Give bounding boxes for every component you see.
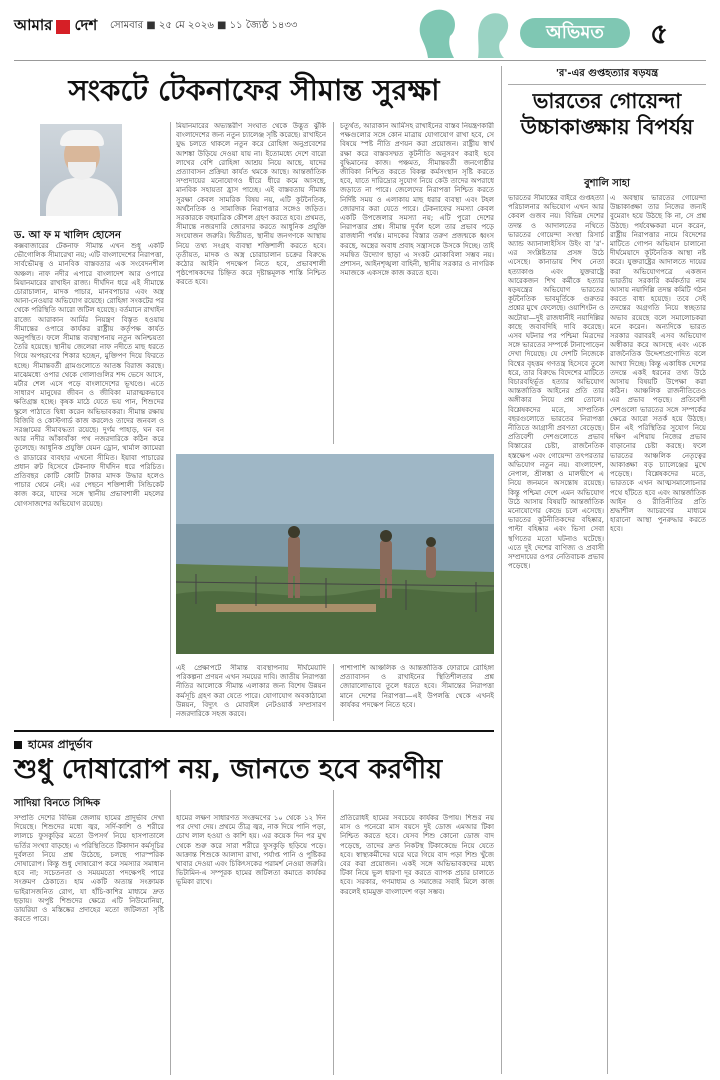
article-divider	[501, 66, 502, 1074]
author-byline: সাদিয়া বিনতে সিদ্দিক	[14, 798, 101, 809]
article-column-3	[340, 814, 494, 1075]
masthead-rule	[14, 60, 706, 61]
paragraph: চতুর্থত, আরাকান আর্মিসহ রাখাইনের বাস্তব নিয়ন্ত্রণকারী পক্ষগুলোর সঙ্গে কোন মাত্রায় যোগাযোগ রাখা হবে, সে বিষয়ে স্পষ্ট নীতি প্রণয়ন করা প্রয়োজন। রাষ্ট্রীয় স্বার্থ রক্ষা করে বাস্তবসম্মত কূটনীতি অনুসরণ করাই হবে বুদ্ধিমানের কাজ। পঞ্চমত, সীমান্তবর্তী জনগোষ্ঠীর জীবিকা নিশ্চিত করতে বিকল্প কর্মসংস্থান সৃষ্টি করতে হবে, যাতে দারিদ্র্যের সুযোগ নিয়ে কেউ তাদের অপরাধে জড়াতে না পারে। জেলেদের নিরাপত্তা নিশ্চিত করতে নির্দিষ্ট সময় ও এলাকায় মাছ ধরার ব্যবস্থা এবং টহল জোরদার করা যেতে পারে। টেকনাফের সমস্যা কেবল একটি উপজেলার সমস্যা নয়; এটি পুরো দেশের নিরাপত্তার প্রশ্ন। সীমান্ত দুর্বল হলে তার প্রভাব পড়ে রাজধানী পর্যন্ত। মাদকের বিস্তার তরুণ প্রজন্মকে ধ্বংস করছে, অস্ত্রের অবাধ প্রবাহ সন্ত্রাসকে উসকে দিচ্ছে। তাই সমন্বিত উদ্যোগ ছাড়া এ সংকট মোকাবিলা সম্ভব নয়। প্রশাসন, আইনশৃঙ্খলা বাহিনী, স্থানীয় সরকার ও নাগরিক সমাজকে একসঙ্গে কাজ করতে হবে।	[340, 122, 494, 278]
article-column-2b	[176, 664, 326, 721]
article-column-3	[340, 122, 494, 444]
section-banner[interactable]	[520, 18, 630, 48]
author-photo	[40, 124, 122, 216]
author-byline: বুশালি সাহা	[584, 178, 630, 189]
author-byline: ড. আ ফ ম খালিদ হোসেন	[14, 230, 121, 241]
article-kicker: 'র'-এর গুপ্তহত্যার ষড়যন্ত্র	[555, 68, 659, 79]
paragraph: সম্প্রতি দেশের বিভিন্ন জেলায় হামের প্রাদুর্ভাব দেখা দিয়েছে। শিশুদের মধ্যে জ্বর, সর্দি-কাশি ও শরীরে লালচে ফুসকুড়ির মতো উপসর্গ নিয়ে হাসপাতালে ভর্তির সংখ্যা বাড়ছে। এ পরিস্থিতিতে টিকাদান কর্মসূচির দুর্বলতা নিয়ে প্রশ্ন উঠেছে, চলছে পারস্পরিক দোষারোপ। কিন্তু শুধু দোষারোপ করে সমস্যার সমাধান হবে না; সচেতনতা ও সময়মতো পদক্ষেপই পারে সংক্রমণ ঠেকাতে। হাম একটি অত্যন্ত সংক্রামক ভাইরাসজনিত রোগ, যা হাঁচি-কাশির মাধ্যমে দ্রুত ছড়ায়। অপুষ্ট শিশুদের ক্ষেত্রে এটি নিউমোনিয়া, ডায়রিয়া ও মস্তিষ্কের প্রদাহের মতো জটিলতা সৃষ্টি করতে পারে।	[14, 814, 164, 924]
article-column-1	[14, 814, 164, 1075]
paragraph: মিয়ানমারের অভ্যন্তরীণ সংঘাত থেকে উদ্ভূত ঝুঁকি বাংলাদেশের জন্য নতুন চ্যালেঞ্জ সৃষ্টি করেছে। রাখাইনে যুদ্ধ চলতে থাকলে নতুন করে রোহিঙ্গা অনুপ্রবেশের আশঙ্কা উড়িয়ে দেওয়া যায় না। ইতোমধ্যে দেশে বারো লাখের বেশি রোহিঙ্গা আশ্রয় নিয়ে আছে, যাদের প্রত্যাবাসন প্রক্রিয়া কার্যত থমকে আছে। আন্তর্জাতিক সম্প্রদায়ের মনোযোগও ধীরে ধীরে কমে আসছে, মানবিক সহায়তা হ্রাস পাচ্ছে। এই বাস্তবতায় সীমান্ত সুরক্ষা কেবল সামরিক বিষয় নয়, এটি কূটনৈতিক, অর্থনৈতিক ও সামাজিক নিরাপত্তার সঙ্গেও জড়িত। সরকারকে বহুমাত্রিক কৌশল গ্রহণ করতে হবে। প্রথমত, সীমান্তে নজরদারি জোরদার করতে আধুনিক প্রযুক্তি সংযোজন জরুরি। দ্বিতীয়ত, স্থানীয় জনগণকে আস্থায় নিয়ে তথ্য সংগ্রহ ব্যবস্থা শক্তিশালী করতে হবে। তৃতীয়ত, মাদক ও অস্ত্র চোরাচালান চক্রের বিরুদ্ধে কঠোর আইনি পদক্ষেপ নিতে হবে, প্রভাবশালী পৃষ্ঠপোষকদের চিহ্নিত করে দৃষ্টান্তমূলক শাস্তি নিশ্চিত করতে হবে।	[176, 122, 326, 287]
dateline: সোমবার ■ ২৫ মে ২০২৬ ■ ১১ জ্যৈষ্ঠ ১৪৩৩	[110, 20, 298, 31]
article-column-1	[508, 194, 604, 1074]
kicker-text: হামের প্রাদুর্ভাব	[28, 738, 93, 751]
paragraph: এ অবস্থায় ভারতের গোয়েন্দা উচ্চাকাঙ্ক্ষা তার নিজের জন্যই বুমেরাং হয়ে উঠছে কি না, সে প্রশ্ন উঠছে। পর্যবেক্ষকরা মনে করেন, রাষ্ট্রীয় নিরাপত্তার নামে বিদেশের মাটিতে গোপন অভিযান চালানো দীর্ঘমেয়াদে কূটনৈতিক আস্থা নষ্ট করে। যুক্তরাষ্ট্রের আদালতে দায়ের করা অভিযোগপত্রে একজন ভারতীয় সরকারি কর্মকর্তার নাম আসায় নয়াদিল্লি তদন্ত কমিটি গঠন করতে বাধ্য হয়েছে। তবে সেই তদন্তের অগ্রগতি নিয়ে স্বচ্ছতার অভাব রয়েছে বলে সমালোচকরা মনে করেন। অন্যদিকে ভারত সরকার বরাবরই এসব অভিযোগ অস্বীকার করে আসছে এবং একে রাজনৈতিক উদ্দেশ্যপ্রণোদিত বলে আখ্যা দিচ্ছে। কিন্তু একাধিক দেশের তদন্তে একই ধরনের তথ্য উঠে আসায় বিষয়টি উপেক্ষা করা কঠিন। আঞ্চলিক রাজনীতিতেও এর প্রভাব পড়ছে। প্রতিবেশী দেশগুলো ভারতের সঙ্গে সম্পর্কের ক্ষেত্রে আরো সতর্ক হয়ে উঠছে। চীন এই পরিস্থিতির সুযোগ নিয়ে দক্ষিণ এশিয়ায় নিজের প্রভাব বাড়ানোর চেষ্টা করছে। ফলে ভারতের আঞ্চলিক নেতৃত্বের আকাঙ্ক্ষা বড় চ্যালেঞ্জের মুখে পড়েছে। বিশ্লেষকদের মতে, ভারতকে এখন আত্মসমালোচনার পথে হাঁটতে হবে এবং আন্তর্জাতিক আইন ও রীতিনীতির প্রতি শ্রদ্ধাশীল আচরণের মাধ্যমে হারানো আস্থা পুনরুদ্ধার করতে হবে।	[610, 194, 706, 534]
column-divider	[333, 790, 334, 1075]
logo-text-left: আমার	[14, 16, 53, 34]
paragraph: হামের লক্ষণ সাধারণত সংক্রমণের ১০ থেকে ১২ দিন পর দেখা দেয়। প্রথমে তীব্র জ্বর, নাক দিয়ে পানি পড়া, চোখ লাল হওয়া ও কাশি হয়। এর কয়েক দিন পর মুখ থেকে শুরু করে সারা শরীরে ফুসকুড়ি ছড়িয়ে পড়ে। আক্রান্ত শিশুকে আলাদা রাখা, পর্যাপ্ত পানি ও পুষ্টিকর খাবার দেওয়া এবং চিকিৎসকের পরামর্শ নেওয়া জরুরি। ভিটামিন-এ সম্পূরক হামের জটিলতা কমাতে কার্যকর ভূমিকা রাখে।	[176, 814, 326, 887]
paragraph: প্রতিরোধই হামের সবচেয়ে কার্যকর উপায়। শিশুর নয় মাস ও পনেরো মাস বয়সে দুই ডোজ এমআর টিকা নিশ্চিত করতে হবে। যেসব শিশু কোনো ডোজ বাদ পড়েছে, তাদের দ্রুত নিকটস্থ টিকাকেন্দ্রে নিয়ে যেতে হবে। স্বাস্থ্যকর্মীদের ঘরে ঘরে গিয়ে বাদ পড়া শিশু খুঁজে বের করা প্রয়োজন। একই সঙ্গে অভিভাবকদের মধ্যে টিকা নিয়ে ভুল ধারণা দূর করতে ব্যাপক প্রচার চালাতে হবে। সরকার, গণমাধ্যম ও সমাজের সবাই মিলে কাজ করলেই হামমুক্ত বাংলাদেশ গড়া সম্ভব।	[340, 814, 494, 896]
newspaper-logo[interactable]	[14, 14, 97, 39]
column-divider	[607, 194, 608, 1074]
column-divider	[333, 664, 334, 721]
page-number: ৫	[650, 17, 669, 50]
paragraph: এই প্রেক্ষাপটে সীমান্ত ব্যবস্থাপনায় দীর্ঘমেয়াদি পরিকল্পনা প্রণয়ন এখন সময়ের দাবি। জাতীয় নিরাপত্তা নীতির আলোকে সীমান্ত এলাকার জন্য বিশেষ উন্নয়ন কর্মসূচি গ্রহণ করা যেতে পারে। যোগাযোগ অবকাঠামো উন্নয়ন, বিদ্যুৎ ও মোবাইল নেটওয়ার্ক সম্প্রসারণ নজরদারিকে সহজ করবে।	[176, 664, 326, 719]
article-headline[interactable]: শুধু দোষারোপ নয়, জানতে হবে করণীয়	[14, 754, 443, 785]
article-column-2	[176, 122, 326, 444]
paragraph: ভারতের সীমান্তের বাইরে গুপ্তহত্যা পরিচালনার অভিযোগ এখন আর কেবল গুজব নয়। বিভিন্ন দেশের তদন্ত ও আদালতের নথিতে ভারতের গোয়েন্দা সংস্থা রিসার্চ অ্যান্ড অ্যানালাইসিস উইং বা 'র'-এর সংশ্লিষ্টতার প্রসঙ্গ উঠে এসেছে। কানাডায় শিখ নেতা হত্যাকাণ্ড এবং যুক্তরাষ্ট্রে আরেকজন শিখ কর্মীকে হত্যার ষড়যন্ত্রের অভিযোগ ভারতের কূটনৈতিক ভাবমূর্তিকে গুরুতর প্রশ্নের মুখে ফেলেছে। ওয়াশিংটন ও অটোয়া—দুই রাজধানীই নয়াদিল্লির কাছে জবাবদিহি দাবি করেছে। এসব ঘটনার পর পশ্চিমা মিত্রদের সঙ্গে ভারতের সম্পর্কে টানাপোড়েন দেখা দিয়েছে। যে দেশটি নিজেকে বিশ্বের বৃহত্তম গণতন্ত্র হিসেবে তুলে ধরে, তার বিরুদ্ধে বিদেশের মাটিতে বিচারবহির্ভূত হত্যার অভিযোগ আন্তর্জাতিক আইনের প্রতি তার অঙ্গীকার নিয়ে প্রশ্ন তোলে। বিশ্লেষকদের মতে, সাম্প্রতিক বছরগুলোতে ভারতের নিরাপত্তা নীতিতে আগ্রাসী প্রবণতা বেড়েছে। প্রতিবেশী দেশগুলোতে প্রভাব বিস্তারের চেষ্টা, রাজনৈতিক হস্তক্ষেপ এবং গোয়েন্দা তৎপরতার অভিযোগ নতুন নয়। বাংলাদেশ, নেপাল, শ্রীলঙ্কা ও মালদ্বীপে এ নিয়ে জনমনে অসন্তোষ রয়েছে। কিন্তু পশ্চিমা দেশে এমন অভিযোগ উঠে আসায় বিষয়টি আন্তর্জাতিক মনোযোগের কেন্দ্রে চলে এসেছে। ভারতের কূটনীতিকদের বহিষ্কার, পাল্টা বহিষ্কার এবং ভিসা সেবা স্থগিতের মতো ঘটনাও ঘটেছে। এতে দুই দেশের বাণিজ্য ও প্রবাসী সম্প্রদায়ের ওপর নেতিবাচক প্রভাব পড়েছে।	[508, 194, 604, 571]
column-divider	[170, 122, 171, 718]
article-headline[interactable]: ভারতের গোয়েন্দা উচ্চাকাঙ্ক্ষায় বিপর্যয়	[520, 89, 694, 139]
article-measles-outbreak	[14, 730, 494, 1075]
section-title: অভিমত	[546, 21, 604, 43]
paragraph: কক্সবাজারের টেকনাফ সীমান্ত এখন শুধু একটি ভৌগোলিক সীমারেখা নয়; এটি বাংলাদেশের নিরাপত্তা, সার্বভৌমত্ব ও মানবিক বাস্তবতার এক সংবেদনশীল অঞ্চল। নাফ নদীর এপারে বাংলাদেশ আর ওপারে মিয়ানমারের রাখাইন রাজ্য। দীর্ঘদিন ধরে এই সীমান্তে চোরাচালান, মাদক পাচার, মানবপাচার এবং অস্ত্র আনা-নেওয়ার অভিযোগ রয়েছে। রোহিঙ্গা সংকটের পর থেকে পরিস্থিতি আরো জটিল হয়েছে। বর্তমানে রাখাইন রাজ্যে আরাকান আর্মির নিয়ন্ত্রণ বিস্তৃত হওয়ায় সীমান্তের ওপারে কার্যকর রাষ্ট্রীয় কর্তৃপক্ষ কার্যত অনুপস্থিত। ফলে সীমান্ত ব্যবস্থাপনায় নতুন অনিশ্চয়তা তৈরি হয়েছে। স্থানীয় জেলেরা নাফ নদীতে মাছ ধরতে গিয়ে অপহরণের শিকার হচ্ছেন, মুক্তিপণ দিয়ে ফিরতে হচ্ছে। সীমান্তবর্তী গ্রামগুলোতে আতঙ্ক বিরাজ করছে। মাঝেমধ্যে ওপার থেকে গোলাগুলির শব্দ ভেসে আসে, মর্টার শেল এসে পড়ে বাংলাদেশের ভূখণ্ডে। এতে সাধারণ মানুষের জীবন ও জীবিকা মারাত্মকভাবে ক্ষতিগ্রস্ত হচ্ছে। কৃষক মাঠে যেতে ভয় পান, শিশুদের স্কুলে পাঠাতে দ্বিধা করেন অভিভাবকরা। সীমান্ত রক্ষায় বিজিবি ও কোস্টগার্ড কাজ করলেও তাদের জনবল ও সরঞ্জামের সীমাবদ্ধতা রয়েছে। দুর্গম পাহাড়, ঘন বন আর নদীর আঁকাবাঁকা পথ নজরদারিকে কঠিন করে তুলেছে। আধুনিক প্রযুক্তি যেমন ড্রোন, থার্মাল ক্যামেরা ও রাডারের ব্যবহার এখনো সীমিত। ইয়াবা পাচারের প্রধান রুট হিসেবে টেকনাফ দীর্ঘদিন ধরে পরিচিত। প্রতিবছর কোটি কোটি টাকার মাদক উদ্ধার হলেও পাচার থেমে নেই। এর পেছনে শক্তিশালী সিন্ডিকেট কাজ করে, যাদের সঙ্গে স্থানীয় প্রভাবশালী মহলের যোগসাজশের অভিযোগ রয়েছে।	[14, 242, 164, 508]
logo-red-square	[56, 20, 70, 34]
article-column-2	[176, 814, 326, 1075]
article-column-1	[14, 242, 164, 718]
article-teknaf-border	[14, 66, 494, 721]
paragraph: পাশাপাশি আঞ্চলিক ও আন্তর্জাতিক ফোরামে রোহিঙ্গা প্রত্যাবাসন ও রাখাইনের স্থিতিশীলতার প্রশ্ন জোরালোভাবে তুলে ধরতে হবে। সীমান্তের নিরাপত্তা মানে দেশের নিরাপত্তা—এই উপলব্ধি থেকে এখনই কার্যকর পদক্ষেপ নিতে হবে।	[340, 664, 494, 709]
column-divider	[170, 790, 171, 1075]
kicker-rule	[508, 84, 706, 85]
article-column-2	[610, 194, 706, 1074]
masthead	[0, 0, 720, 62]
article-headline[interactable]: সংকটে টেকনাফের সীমান্ত সুরক্ষা	[68, 73, 440, 107]
section-rule	[14, 730, 494, 732]
border-guards-photo	[176, 454, 494, 654]
column-divider	[333, 122, 334, 444]
article-raw-intelligence	[508, 66, 706, 1074]
kicker-square-icon	[14, 741, 22, 749]
logo-text-right: দেশ	[74, 16, 98, 34]
article-column-3b	[340, 664, 494, 721]
